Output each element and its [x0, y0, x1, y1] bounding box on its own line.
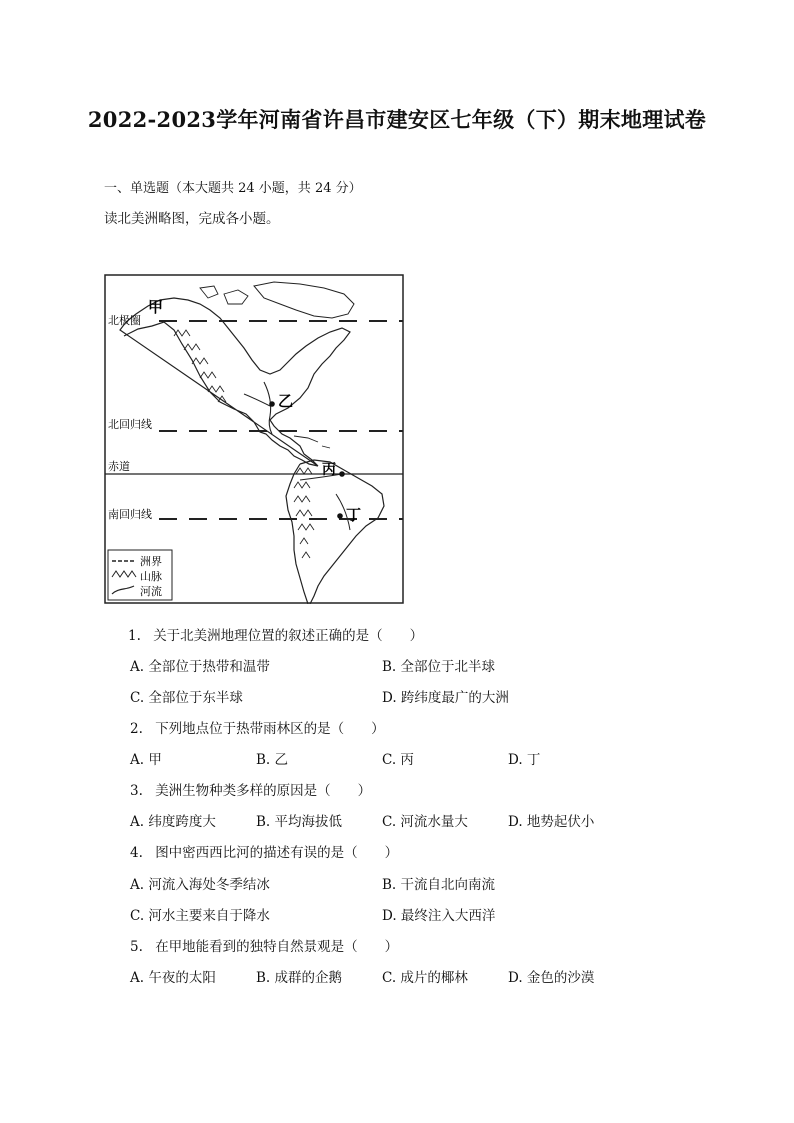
option-1a: A. 全部位于热带和温带	[130, 659, 270, 675]
point-ding	[337, 513, 343, 519]
option-1d: D. 跨纬度最广的大洲	[382, 690, 509, 706]
question-2	[130, 717, 385, 737]
option-4d: D. 最终注入大西洋	[382, 908, 496, 924]
label-bing: 丙	[322, 462, 336, 478]
legend-item: 洲界	[140, 555, 162, 568]
question-number: 3.	[130, 783, 143, 799]
point-yi	[269, 401, 275, 407]
label-arctic-circle: 北极圈	[108, 314, 141, 327]
question-number: 4.	[130, 845, 143, 861]
label-tropic-cancer: 北回归线	[108, 418, 152, 431]
option-2c: C. 丙	[382, 752, 414, 768]
question-1	[128, 624, 423, 644]
option-3a: A. 纬度跨度大	[130, 814, 216, 830]
option-3b: B. 平均海拔低	[256, 814, 343, 830]
label-equator: 赤道	[108, 460, 130, 473]
option-4b: B. 干流自北向南流	[382, 877, 496, 893]
option-5d: D. 金色的沙漠	[508, 970, 595, 986]
option-2b: B. 乙	[256, 752, 289, 768]
map-legend	[108, 550, 172, 600]
option-3c: C. 河流水量大	[382, 814, 468, 830]
americas-map	[104, 274, 404, 604]
option-2a: A. 甲	[130, 752, 162, 768]
label-yi: 乙	[278, 392, 294, 410]
option-1b: B. 全部位于北半球	[382, 659, 496, 675]
page-title: 2022-2023学年河南省许昌市建安区七年级（下）期末地理试卷	[87, 107, 707, 132]
label-tropic-capricorn: 南回归线	[108, 508, 152, 521]
option-2d: D. 丁	[508, 752, 541, 768]
question-3	[130, 779, 371, 799]
question-5	[130, 935, 398, 955]
option-3d: D. 地势起伏小	[508, 814, 595, 830]
label-jia: 甲	[148, 298, 164, 316]
point-bing	[339, 471, 345, 477]
question-number: 1.	[128, 628, 141, 644]
question-text: 图中密西西比河的描述有误的是（ ）	[155, 845, 399, 861]
question-number: 2.	[130, 721, 143, 737]
question-text: 下列地点位于热带雨林区的是（ ）	[155, 721, 385, 737]
question-text: 美洲生物种类多样的原因是（ ）	[155, 783, 372, 799]
label-ding: 丁	[346, 506, 362, 524]
question-number: 5.	[130, 939, 143, 955]
option-5a: A. 午夜的太阳	[130, 970, 216, 986]
legend-item: 山脉	[140, 570, 162, 583]
section-heading: 一、单选题（本大题共 24 小题，共 24 分）	[104, 181, 362, 196]
intro-text: 读北美洲略图，完成各小题。	[104, 211, 280, 227]
option-5c: C. 成片的椰林	[382, 970, 468, 986]
legend-item: 河流	[140, 585, 162, 598]
option-4a: A. 河流入海处冬季结冰	[130, 877, 270, 893]
question-text: 在甲地能看到的独特自然景观是（ ）	[155, 939, 399, 955]
option-5b: B. 成群的企鹅	[256, 970, 343, 986]
option-1c: C. 全部位于东半球	[130, 690, 243, 706]
option-4c: C. 河水主要来自于降水	[130, 908, 270, 924]
question-4	[130, 841, 398, 861]
question-text: 关于北美洲地理位置的叙述正确的是（ ）	[153, 628, 424, 644]
